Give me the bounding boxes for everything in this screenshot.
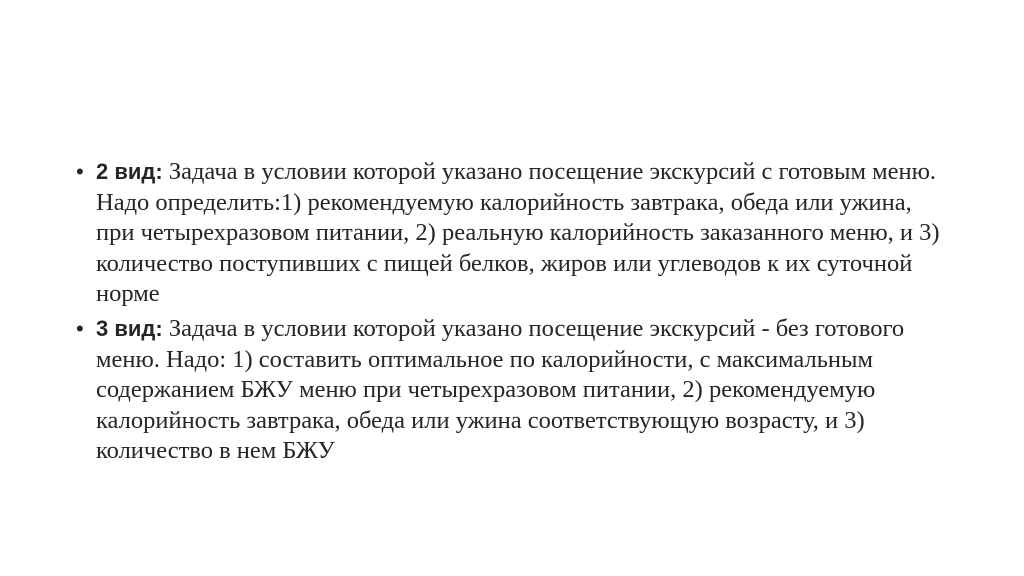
bullet-list <box>76 157 956 471</box>
bullet-lead-label: 3 вид: <box>96 315 163 341</box>
bullet-item-type-2 <box>76 157 956 310</box>
bullet-dot-icon: • <box>76 159 84 184</box>
bullet-text: Задача в условии которой указано посещение экскурсий с готовым меню. Надо определить:1) рекомендуемую калорийность завтрака, обеда или ужина, при четырехразовом питании, 2) реальную калорийность заказанного меню, и 3) количество поступивших с пищей белков, жиров или углеводов к их суточной норме <box>96 158 940 308</box>
bullet-item-type-3 <box>76 314 956 467</box>
bullet-text: Задача в условии которой указано посещение экскурсий - без готового меню. Надо: 1) составить оптимальное по калорийности, с максимальным содержанием БЖУ меню при четырехразовом питании, 2) рекомендуемую калорийность завтрака, обеда или ужина соответствующую возрасту, и 3) количество в нем БЖУ <box>96 314 905 465</box>
bullet-lead-label: 2 вид: <box>96 159 163 184</box>
bullet-dot-icon: • <box>76 315 84 341</box>
